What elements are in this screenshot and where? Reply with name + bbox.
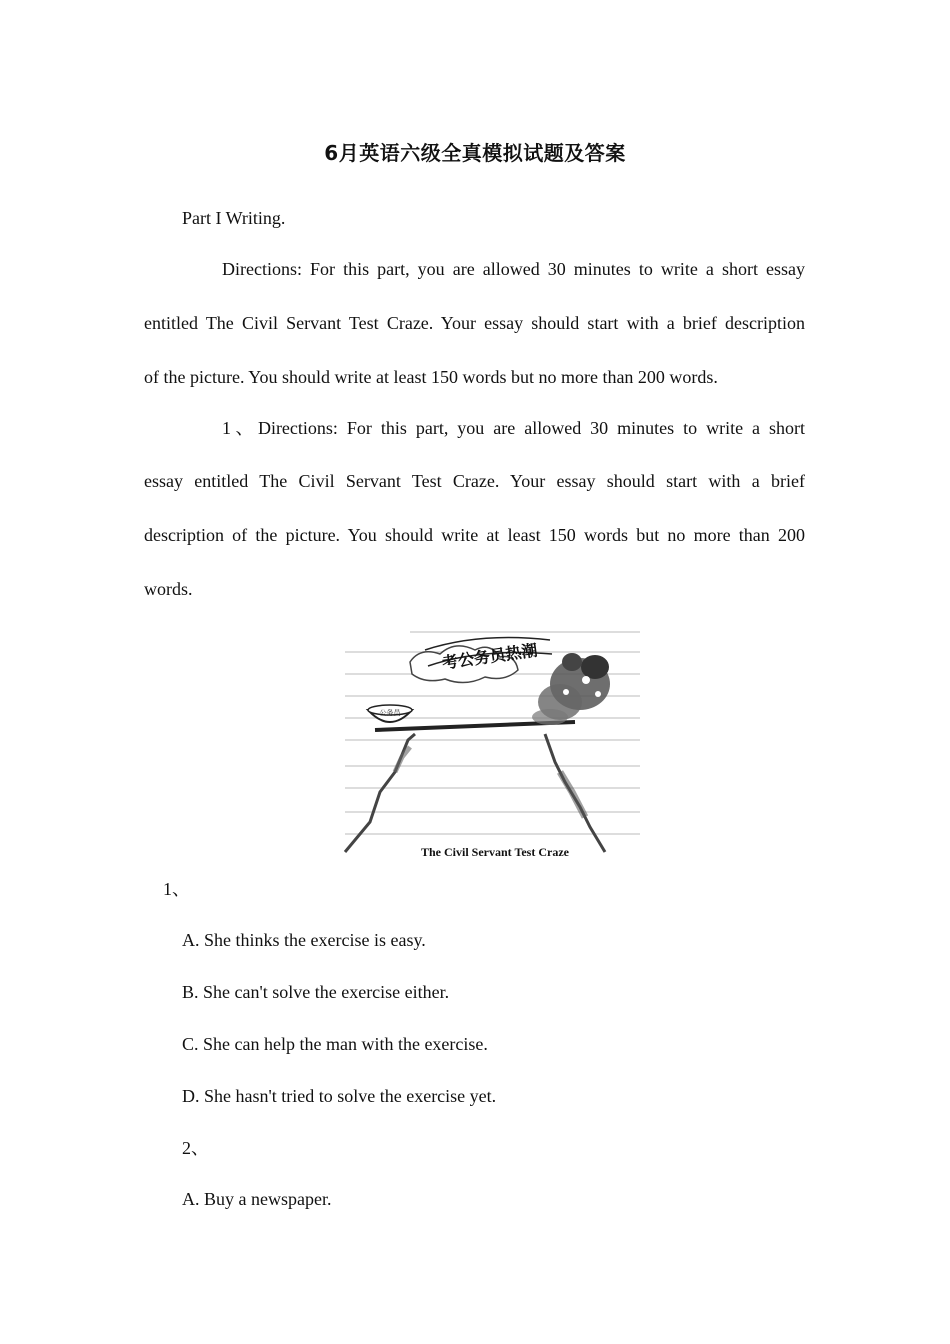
question-1-option-c: C. She can help the man with the exercise. bbox=[182, 1034, 488, 1054]
banner-text: 考公务员热潮 bbox=[440, 640, 539, 673]
crowd bbox=[532, 653, 610, 725]
directions-2-line-3: description of the picture. You should write at least 150 words but no more than 200 bbox=[144, 525, 805, 545]
directions-2-line-2: essay entitled The Civil Servant Test Craze. Your essay should start with a brief bbox=[144, 471, 805, 491]
figure-caption: The Civil Servant Test Craze bbox=[421, 845, 569, 859]
bowl-label: 公务员 bbox=[379, 709, 401, 717]
question-1-option-b: B. She can't solve the exercise either. bbox=[182, 982, 450, 1002]
part-heading: Part I Writing. bbox=[182, 208, 286, 228]
directions-1-line-2: entitled The Civil Servant Test Craze. Your essay should start with a brief description bbox=[144, 313, 805, 333]
question-1-number: 1、 bbox=[163, 879, 190, 899]
directions-1-line-1: Directions: For this part, you are allowed 30 minutes to write a short essay bbox=[222, 259, 805, 279]
question-1-option-a: A. She thinks the exercise is easy. bbox=[182, 930, 426, 950]
directions-1-line-3: of the picture. You should write at least 150 words but no more than 200 words. bbox=[144, 367, 718, 387]
question-2-option-a: A. Buy a newspaper. bbox=[182, 1189, 332, 1209]
page-title: 6月英语六级全真模拟试题及答案 bbox=[324, 141, 626, 165]
cartoon-illustration bbox=[340, 622, 650, 862]
directions-2-line-1: 1、Directions: For this part, you are allowed 30 minutes to write a short bbox=[222, 418, 805, 438]
cartoon-figure bbox=[340, 622, 650, 862]
question-1-option-d: D. She hasn't tried to solve the exercise yet. bbox=[182, 1086, 497, 1106]
directions-2-line-4: words. bbox=[144, 579, 193, 599]
question-2-number: 2、 bbox=[182, 1138, 209, 1158]
